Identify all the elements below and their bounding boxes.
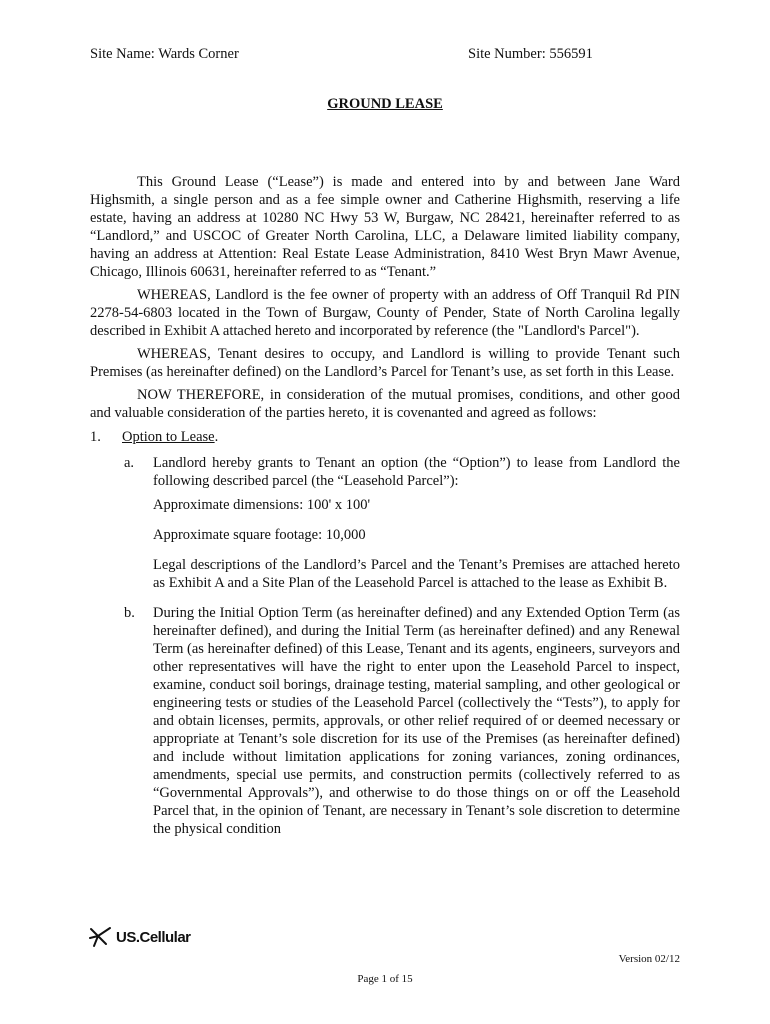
section-heading-suffix: . [214,429,219,445]
us-cellular-logo [88,926,191,948]
now-therefore-paragraph: NOW THEREFORE, in consideration of the mutual promises, conditions, and other good and valuable consideration of the parties hereto, it is covenanted and agreed as follows: [90,387,680,421]
site-number: Site Number: 556591 [468,46,593,62]
section-1-heading [90,428,680,448]
clause-1a-text: Landlord hereby grants to Tenant an option (the “Option”) to lease from Landlord the following described parcel (the “Leasehold Parcel”): [153,455,680,489]
page-number: Page 1 of 15 [357,973,413,985]
clause-1b-text: During the Initial Option Term (as hereinafter defined) and any Extended Option Term (as hereinafter defined), and during the Initial Term (as hereinafter defined) and any Renewal Term (as hereinafter defined) of this Lease, Tenant and its agents, engineers, surveyors and other representatives will have the right to enter upon the Leasehold Parcel to inspect, examine, conduct soil borings, drainage testing, material sampling, and other geological or engineering tests or studies of the Leasehold Parcel (collectively the “Tests”), to apply for and obtain licenses, permits, approvals, or other relief required of or deemed necessary or appropriate at Tenant’s sole discretion for its use of the Premises (as hereinafter defined) and include without limitation applications for zoning variances, zoning ordinances, amendments, special use permits, and construction permits (collectively referred to as “Governmental Approvals”), and otherwise to do those things on or off the Leasehold Parcel that, in the opinion of Tenant, are necessary in Tenant’s sole discretion to determine the physical condition [153,605,680,837]
logo-text: US.Cellular [116,928,191,946]
section-number: 1. [90,429,101,445]
legal-descriptions: Legal descriptions of the Landlord’s Parcel and the Tenant’s Premises are attached hereto as Exhibit A and a Site Plan of the Leasehold Parcel is attached to the lease as Exhibit B. [153,557,680,591]
intro-paragraph: This Ground Lease (“Lease”) is made and entered into by and between Jane Ward Highsmith, a single person and as a fee simple owner and Catherine Highsmith, reserving a life estate, having an address at 10280 NC Hwy 53 W, Burgaw, NC 28421, hereinafter referred to as “Landlord,” and USCOC of Greater North Carolina, LLC, a Delaware limited liability company, having an address at Attention: Real Estate Lease Administration, 8410 West Bryn Mawr Avenue, Chicago, Illinois 60631, hereinafter referred to as “Tenant.” [90,174,680,280]
site-name: Site Name: Wards Corner [90,46,239,62]
clause-1b [90,604,680,838]
clause-label: a. [124,455,135,471]
approx-dimensions: Approximate dimensions: 100' x 100' [153,497,371,513]
section-heading: Option to Lease [122,429,215,445]
clause-label: b. [124,605,135,621]
approx-square-footage: Approximate square footage: 10,000 [153,527,366,543]
clause-1a [90,454,680,592]
document-body [90,173,680,838]
star-swoosh-icon [88,926,114,948]
whereas-paragraph-2: WHEREAS, Tenant desires to occupy, and Landlord is willing to provide Tenant such Premises (as hereinafter defined) on the Landlord’s Parcel for Tenant’s use, as set forth in this Lease. [90,346,680,380]
section-heading-wrap [122,428,218,446]
document-title: GROUND LEASE [327,96,443,112]
version-label: Version 02/12 [618,953,680,965]
whereas-paragraph-1: WHEREAS, Landlord is the fee owner of property with an address of Off Tranquil Rd PIN 2278-54-6803 located in the Town of Burgaw, County of Pender, State of North Carolina legally described in Exhibit A attached hereto and incorporated by reference (the "Landlord's Parcel"). [90,287,680,339]
